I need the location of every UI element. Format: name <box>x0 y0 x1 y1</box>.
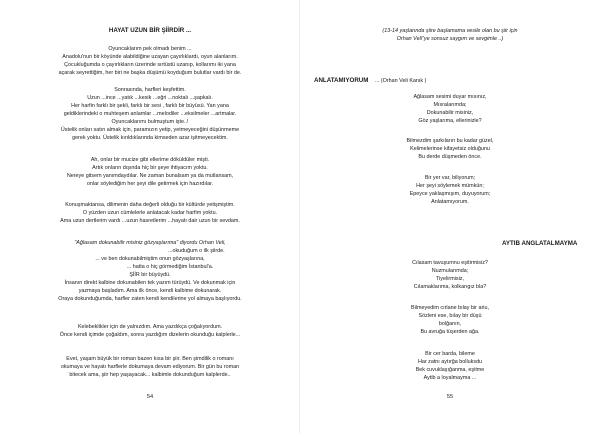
text-line: ŞİİR bir büyüydü. <box>129 272 171 278</box>
text-line: Artık onların dışında hiç bir şeye ihtiyacım yoktu. <box>92 165 208 171</box>
text-line: Orhan Veli"ye sonsuz saygım ve sevgimle ..) <box>396 36 504 42</box>
poem-line: Aytib a loyalmayma ... <box>423 375 477 381</box>
text-line: açarak seyrettiğim, her biri ne başka düşümü koyduğum bulutlar vardı bir de. <box>58 70 242 76</box>
text-line: Anadolu'nun bir köyünde alabildiğine uzayan çayırlıklardı, oyun alanlarım. <box>62 54 238 60</box>
poem-line: Har zatnı aytırğa bolluksdu <box>417 359 483 365</box>
poem-line: Cılasam tavuşumnu eşitirmisiz? <box>412 260 488 266</box>
text-line: Nereye gitsem yanımdaydılar. Ne zaman bunalsam ya da mutlansam, <box>66 173 234 179</box>
poem-line: Cılamaklarıma, kolkarıgız bla? <box>413 284 487 290</box>
text-line: Ah, onlar bir mucize gibi ellerime döküldüler mişti. <box>90 157 210 163</box>
poem-line: Bek cuvuklaşığanma, eşitme <box>415 367 485 373</box>
poem-title: ANLATAMIYORUM <box>314 77 369 84</box>
text-line: O yüzden uzun cümlelerle anlatacak kadar harfim yoktu. <box>82 210 218 216</box>
page-number: 54 <box>146 394 154 400</box>
poem-line: Kelimelerinse kifayetsiz olduğunu <box>410 146 490 152</box>
text-line: ... ve ben dokunabilmiştim onun gözyaşlarına, <box>95 256 205 262</box>
poem-line: Bilmezdim şarkıların bu kadar güzel, <box>406 138 494 144</box>
poem-line: Nuzmularımda; <box>431 268 469 274</box>
text-line: Konuşmaktansa, dilimenin daha değerli olduğu bir kültürde yetişmiştim. <box>65 202 235 208</box>
text-line: Sonrasında, harfleri keşfettim. <box>114 87 186 93</box>
poem-line: Epeyce yaklaşmışım, duyuyorum; <box>409 191 491 197</box>
poem-line: bolğanın, <box>438 321 462 327</box>
text-line: Çocukluğumda o çayırlıkların üzerinde sırtüstü uzanıp, kollarımı iki yana <box>64 62 236 68</box>
text-line: Uzun ...ince ...yatık ...kesik ...eğri ...noktalı ...şapkalı. <box>87 95 213 101</box>
text-line: Ama uzun dertlerim vardı ...uzun hasretlerim ...hayatı dair uzun bir sevdam. <box>60 218 240 224</box>
text-line: gerek yoktu. Üstelik kırıldıklarında kimseden azar işitmeyecektim. <box>72 135 228 141</box>
text-line: Evet, yaşam büyük bir roman bazen kısa bir şiir. Ben şimdilik o romanı <box>66 356 234 362</box>
poem-line: Tiyelirmisiz, <box>436 276 464 282</box>
text-line: Oyuncaklarımı bulmuştum işte..! <box>111 119 189 125</box>
poem-line: Bu derde düşmeden önce. <box>418 154 482 160</box>
text-line: Oraya dokunduğumda, harfler zaten kendi kendilerine yol almaya başlıyordu. <box>58 296 242 302</box>
text-line: yazmaya başladım. Ama ilk önce, kendi kalbime dokunarak. <box>78 288 222 294</box>
essay-title: HAYAT UZUN BİR ŞİİRDİR ... <box>108 27 192 34</box>
text-line: Önce kendi içimde çoğaldım, sonra yazdığım dizelerin okunduğu kalplerle... <box>59 332 241 338</box>
text-line: Oyuncaklarım pek olmadı benim ... <box>108 46 192 52</box>
text-line: İnsanın direkt kalbine dokunabilen tek yazım türüydü. Ve dokunmak için <box>64 280 236 286</box>
text-line: "Ağlasam dokunabilir misiniz gözyaşlarıma" diyordu Orhan Veli, <box>74 240 226 246</box>
poem-line: Bilmeyedim cırlane bılay bir ariu, <box>411 305 489 311</box>
text-line: Kelebeklikler için de yalnızdım. Ama yazdıkça çoğalıyordum. <box>77 324 223 330</box>
poem-heading <box>314 74 426 85</box>
poem-line: Anlatamıyorum. <box>431 199 469 205</box>
page-number: 55 <box>446 394 454 400</box>
poem-line: Göz yaşlarıma, ellerinizle? <box>418 118 482 124</box>
poem-line: Her şeyi söylemek mümkün; <box>416 183 484 189</box>
text-line: ... hatta o hiç görmediğim İstanbul'a. <box>126 264 214 270</box>
poem-line: Dokunabilir misiniz, <box>426 110 474 116</box>
poem-line: Sözleni ese, bılay bir düşü <box>418 313 482 319</box>
text-line: Her harfin farklı bir şekli, farklı bir sesi , farklı bir büyüsü. Yan yana <box>71 103 229 109</box>
text-line: (13-14 yaşlarında şiire başlamama vesile olan bu şiir için <box>382 28 518 34</box>
poem-line: Mısralarımda; <box>433 102 467 108</box>
text-line: bitecek ama, şiir hep yaşayacak... kalbimle dokunduğum kalplerde.. <box>69 372 231 378</box>
poem-line: Bir cer barda, bileme <box>425 351 475 357</box>
text-line: onlar söylediğim her şeyi dile getirmek için hazırdılar. <box>86 181 214 187</box>
poem-title: AYTIB ANGLATALMAYMA <box>502 240 578 247</box>
poem-line: Bu avruğa tüşerden ağa. <box>420 329 480 335</box>
text-line: geldiklerindeki o muhteşem anlamlar ...melodiler ...eksilmeler ...artmalar. <box>63 111 237 117</box>
text-line: okumaya ve hayatı harflerle dokumaya devam ediyorum. Bir gün bu roman <box>60 364 240 370</box>
text-line: ...okuduğum o ilk şiirde. <box>168 248 225 254</box>
poem-line: Ağlasam sesimi duyar mısınız, <box>413 94 487 100</box>
poem-line: Bir yer var, biliyorum; <box>424 175 476 181</box>
right-page <box>300 0 600 433</box>
poem-attribution: ... (Orhan Veli Kanık ) <box>374 78 427 84</box>
text-line: Üstelik onları satın almak için, paramızın yetip, yetmeyeceğini düşünmeme <box>60 127 240 133</box>
